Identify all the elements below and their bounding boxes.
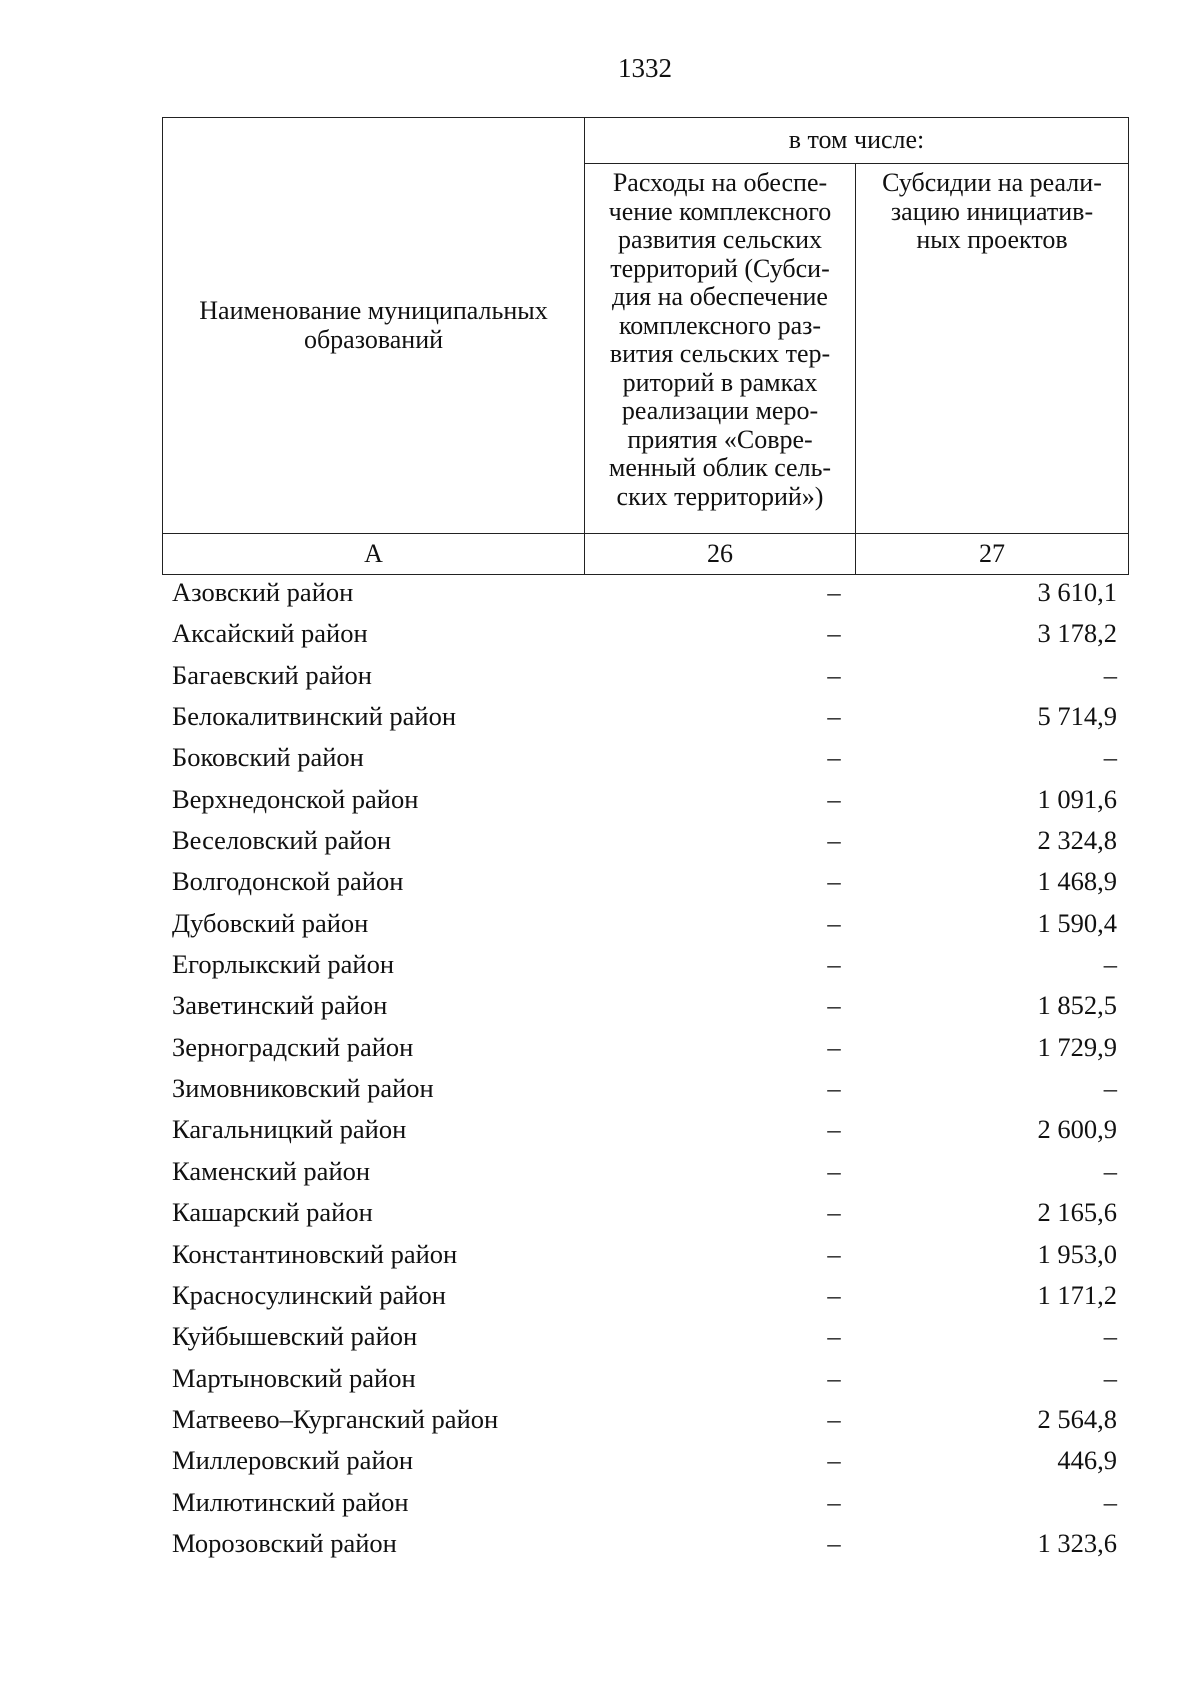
- table-row: [162, 737, 1127, 778]
- value-col-26: –: [827, 1403, 841, 1434]
- value-col-27: –: [1103, 742, 1117, 773]
- header-line: менный облик сель-: [608, 453, 832, 482]
- table-row: [162, 985, 1127, 1026]
- value-col-27: –: [1103, 1073, 1117, 1104]
- municipality-name: Боковский район: [172, 742, 364, 773]
- value-col-27: 2 165,6: [1037, 1197, 1117, 1228]
- value-col-26: –: [827, 577, 841, 607]
- value-col-27: 1 953,0: [1037, 1238, 1117, 1269]
- header-line: риторий в рамках: [622, 367, 818, 397]
- municipality-name: Верхнедонской район: [172, 783, 419, 814]
- column-header-municipality: [163, 118, 585, 534]
- municipality-name: Аксайский район: [172, 618, 368, 649]
- value-col-27: 1 323,6: [1037, 1527, 1117, 1558]
- header-line: ных проектов: [916, 225, 1068, 254]
- table-row: [162, 1027, 1127, 1068]
- value-col-26: –: [827, 783, 841, 814]
- table-row: [162, 861, 1127, 902]
- municipality-name: Багаевский район: [172, 659, 372, 690]
- municipality-name: Зимовниковский район: [172, 1073, 434, 1104]
- table-row: [162, 779, 1127, 820]
- column-code-26: 26: [585, 534, 856, 575]
- table-row: [162, 944, 1127, 985]
- value-col-26: –: [827, 1031, 841, 1062]
- header-line: дия на обеспечение: [612, 282, 828, 311]
- value-col-27: 3 610,1: [1037, 577, 1117, 607]
- table-row: [162, 1316, 1127, 1357]
- municipality-name: Дубовский район: [172, 907, 369, 938]
- value-col-27: 446,9: [1057, 1445, 1117, 1476]
- municipality-name: Константиновский район: [172, 1238, 458, 1269]
- value-col-26: –: [827, 1238, 841, 1269]
- value-col-26: –: [827, 1362, 841, 1393]
- value-col-27: –: [1103, 659, 1117, 690]
- municipality-name: Кагальницкий район: [172, 1114, 407, 1145]
- value-col-27: 1 171,2: [1037, 1279, 1117, 1310]
- table-row: [162, 1440, 1127, 1481]
- table-row: [162, 1192, 1127, 1233]
- municipality-name: Красносулинский район: [172, 1279, 446, 1310]
- table-row: [162, 1399, 1127, 1440]
- header-line: ских территорий»): [616, 481, 824, 511]
- municipality-name: Мартыновский район: [172, 1362, 416, 1393]
- value-col-26: –: [827, 907, 841, 938]
- header-line: зацию инициатив-: [890, 196, 1094, 226]
- table-row: [162, 1068, 1127, 1109]
- value-col-26: –: [827, 1527, 841, 1558]
- municipality-name: Каменский район: [172, 1155, 371, 1186]
- value-col-26: –: [827, 990, 841, 1021]
- municipality-name: Зерноградский район: [172, 1031, 414, 1062]
- header-line: вития сельских тер-: [609, 339, 831, 368]
- table-row: [162, 903, 1127, 944]
- table-row: [162, 655, 1127, 696]
- table-row: [162, 696, 1127, 737]
- municipality-name: Милютинский район: [172, 1486, 409, 1517]
- header-line: Расходы на обеспе-: [612, 168, 828, 197]
- value-col-27: 1 590,4: [1037, 907, 1117, 938]
- column-code-a: А: [163, 534, 585, 575]
- value-col-27: –: [1103, 1362, 1117, 1393]
- page-number: 1332: [618, 53, 672, 83]
- header-line: реализации меро-: [621, 396, 819, 425]
- municipality-name: Белокалитвинский район: [172, 701, 457, 732]
- table-row: [162, 613, 1127, 654]
- value-col-26: –: [827, 1445, 841, 1476]
- value-col-26: –: [827, 1073, 841, 1104]
- municipality-name: Азовский район: [172, 577, 354, 607]
- value-col-26: –: [827, 1279, 841, 1310]
- column-header-27: [856, 164, 1129, 534]
- municipality-name: Морозовский район: [172, 1527, 397, 1558]
- column-code-27: 27: [856, 534, 1129, 575]
- table-row: [162, 1523, 1127, 1564]
- table-body: [162, 572, 1127, 1564]
- value-col-26: –: [827, 1321, 841, 1352]
- table-row: [162, 1358, 1127, 1399]
- municipality-name: Куйбышевский район: [172, 1321, 418, 1352]
- municipality-name: Матвеево–Курганский район: [172, 1403, 499, 1434]
- municipality-name: Кашарский район: [172, 1197, 373, 1228]
- value-col-26: –: [827, 825, 841, 856]
- value-col-26: –: [827, 1197, 841, 1228]
- value-col-27: 3 178,2: [1037, 618, 1117, 649]
- value-col-27: –: [1103, 1155, 1117, 1186]
- value-col-27: 5 714,9: [1037, 701, 1117, 732]
- municipality-name: Миллеровский район: [172, 1445, 414, 1476]
- value-col-27: –: [1103, 1321, 1117, 1352]
- value-col-26: –: [827, 949, 841, 980]
- table-row: [162, 1151, 1127, 1192]
- table-row: [162, 1109, 1127, 1150]
- value-col-27: 2 600,9: [1037, 1114, 1117, 1145]
- table-row: [162, 572, 1127, 613]
- value-col-26: –: [827, 618, 841, 649]
- header-line: чение комплексного: [608, 196, 832, 226]
- header-line: комплексного раз-: [618, 310, 822, 340]
- value-col-27: 1 468,9: [1037, 866, 1117, 897]
- municipality-name: Егорлыкский район: [172, 949, 395, 980]
- value-col-27: –: [1103, 949, 1117, 980]
- municipality-name: Веселовский район: [172, 825, 392, 856]
- header-line: Субсидии на реали-: [882, 168, 1102, 197]
- value-col-26: –: [827, 701, 841, 732]
- header-line: образований: [303, 324, 444, 354]
- value-col-27: –: [1103, 1486, 1117, 1517]
- value-col-27: 2 564,8: [1037, 1403, 1117, 1434]
- table-row: [162, 1234, 1127, 1275]
- header-line: развития сельских: [617, 225, 823, 254]
- municipality-name: Заветинский район: [172, 990, 388, 1021]
- column-header-26: [585, 164, 856, 534]
- municipality-name: Волгодонской район: [172, 866, 404, 897]
- table-header: [162, 117, 1129, 575]
- value-col-26: –: [827, 1155, 841, 1186]
- value-col-27: 1 091,6: [1037, 783, 1117, 814]
- value-col-26: –: [827, 866, 841, 897]
- value-col-27: 1 852,5: [1037, 990, 1117, 1021]
- column-group-header: в том числе:: [585, 118, 1129, 164]
- value-col-27: 2 324,8: [1037, 825, 1117, 856]
- table-row: [162, 1482, 1127, 1523]
- header-line: Наименование муниципальных: [199, 296, 548, 325]
- table-row: [162, 820, 1127, 861]
- header-line: приятия «Совре-: [627, 424, 813, 454]
- value-col-26: –: [827, 1114, 841, 1145]
- header-line: территорий (Субси-: [610, 253, 830, 283]
- value-col-26: –: [827, 659, 841, 690]
- value-col-26: –: [827, 1486, 841, 1517]
- value-col-27: 1 729,9: [1037, 1031, 1117, 1062]
- value-col-26: –: [827, 742, 841, 773]
- table-row: [162, 1275, 1127, 1316]
